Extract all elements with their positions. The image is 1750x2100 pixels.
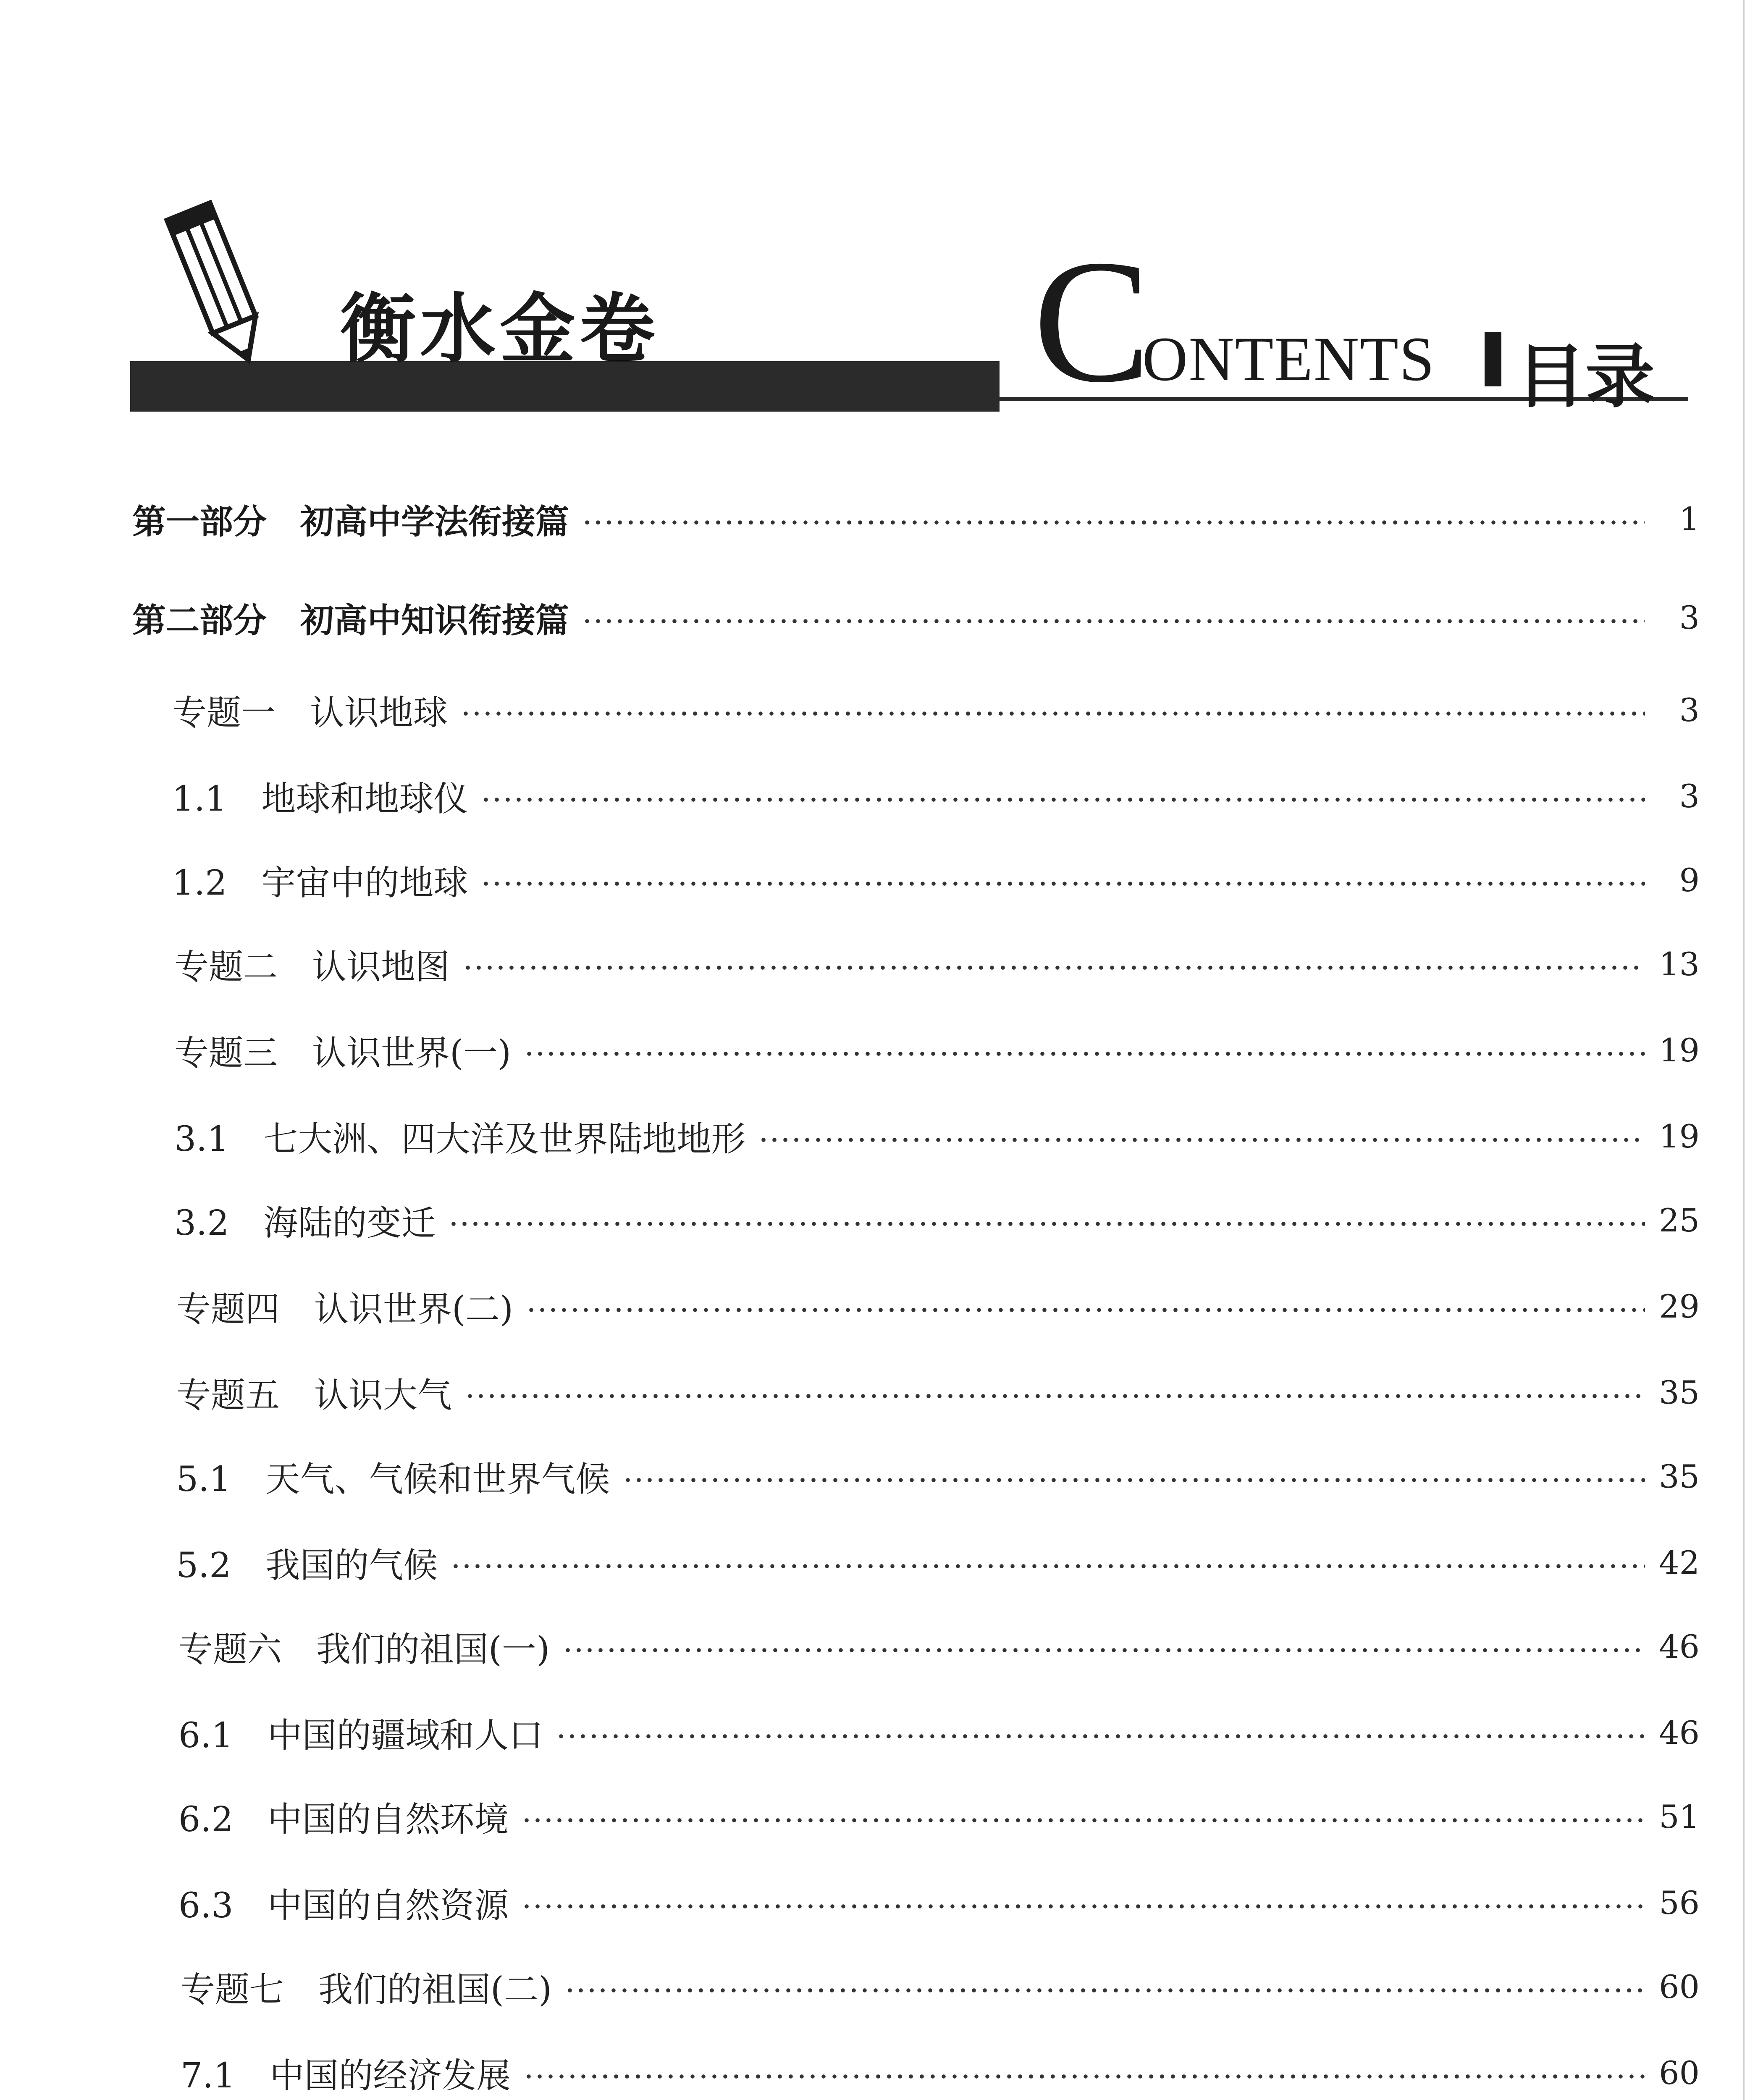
toc-entry-title: 3.2 海陆的变迁 (174, 1203, 436, 1243)
dot-leader (582, 618, 1645, 624)
mulu-title: 目录 (1516, 336, 1655, 417)
toc-entry-title: 1.1 地球和地球仪 (172, 779, 468, 819)
dot-leader (582, 520, 1645, 525)
toc-entry-title: 6.3 中国的自然资源 (178, 1885, 509, 1926)
dot-leader (622, 1477, 1645, 1483)
toc-entry-title: 6.2 中国的自然环境 (178, 1799, 509, 1840)
toc-entry-title: 5.2 我国的气候 (176, 1545, 438, 1586)
toc-entry-title: 专题四 认识世界(二) (176, 1289, 513, 1329)
toc-entry[interactable] (0, 1023, 1750, 1077)
toc-page-number: 46 (1659, 1628, 1700, 1665)
toc-entry-title: 专题七 我们的祖国(二) (181, 1969, 552, 2010)
contents-initial: C (1033, 223, 1151, 419)
toc-page-number: 42 (1659, 1544, 1700, 1581)
dot-leader (524, 1051, 1645, 1057)
toc-entry[interactable] (0, 1619, 1750, 1674)
toc-entry[interactable] (0, 1109, 1750, 1163)
dot-leader (460, 711, 1645, 717)
toc-page-number: 56 (1659, 1884, 1700, 1922)
dot-leader (464, 1393, 1645, 1399)
dot-leader (480, 797, 1645, 803)
dot-leader (450, 1563, 1645, 1569)
toc-entry-title: 专题六 我们的祖国(一) (178, 1629, 550, 1670)
toc-page-number: 3 (1679, 777, 1700, 815)
toc-page-number: 29 (1659, 1287, 1700, 1325)
dot-leader (562, 1647, 1645, 1653)
toc-page-number: 35 (1659, 1457, 1700, 1495)
dot-leader (462, 965, 1645, 971)
dot-leader (758, 1137, 1645, 1143)
toc-entry-title: 第二部分 初高中知识衔接篇 (132, 601, 569, 640)
dot-leader (448, 1221, 1645, 1227)
toc-entry-title: 第一部分 初高中学法衔接篇 (132, 502, 569, 541)
toc-entry[interactable] (0, 1875, 1750, 1930)
dot-leader (480, 881, 1645, 887)
dot-leader (564, 1987, 1645, 1993)
toc-entry[interactable] (0, 1193, 1750, 1247)
toc-page-number: 35 (1659, 1373, 1700, 1411)
brand-title: 衡水金卷 (340, 286, 660, 373)
toc-page-number: 19 (1659, 1117, 1700, 1155)
toc-entry[interactable] (0, 1279, 1750, 1334)
dot-leader (521, 1903, 1645, 1909)
dot-leader (526, 1307, 1645, 1313)
toc-entry-title: 3.1 七大洲、四大洋及世界陆地地形 (174, 1119, 746, 1159)
toc-entry-title: 专题二 认识地图 (174, 947, 450, 987)
toc-page-number: 51 (1659, 1798, 1700, 1835)
toc-entry[interactable] (0, 491, 1750, 546)
toc-page-number: 3 (1679, 691, 1700, 729)
toc-page-number: 60 (1659, 2054, 1700, 2092)
toc-entry-title: 7.1 中国的经济发展 (181, 2055, 511, 2096)
toc-page-number: 13 (1659, 945, 1700, 983)
toc-entry-title: 专题五 认识大气 (176, 1375, 452, 1415)
contents-word: ONTENTS (1142, 324, 1435, 394)
toc-page-number: 1 (1679, 500, 1700, 538)
dot-leader (556, 1733, 1645, 1739)
toc-entry[interactable] (0, 1705, 1750, 1760)
toc-entry-title: 专题三 认识世界(一) (174, 1033, 511, 1073)
toc-entry-title: 5.1 天气、气候和世界气候 (176, 1459, 610, 1499)
toc-entry[interactable] (0, 1959, 1750, 2014)
toc-entry[interactable] (0, 682, 1750, 737)
dot-leader (523, 2074, 1645, 2079)
toc-entry[interactable] (0, 2045, 1750, 2100)
toc-page-number: 3 (1679, 598, 1700, 636)
toc-entry[interactable] (0, 1365, 1750, 1420)
toc-page-number: 46 (1659, 1714, 1700, 1751)
dot-leader (521, 1817, 1645, 1823)
toc-entry[interactable] (0, 769, 1750, 823)
toc-page-number: 60 (1659, 1968, 1700, 2006)
toc-entry-title: 1.2 宇宙中的地球 (172, 863, 468, 903)
toc-entry[interactable] (0, 937, 1750, 991)
toc-entry[interactable] (0, 1789, 1750, 1844)
toc-entry-title: 6.1 中国的疆域和人口 (178, 1715, 543, 1756)
toc-page-number: 9 (1679, 861, 1700, 899)
toc-entry[interactable] (0, 1449, 1750, 1504)
toc-entry[interactable] (0, 1535, 1750, 1590)
toc-entry[interactable] (0, 590, 1750, 645)
toc-page-number: 19 (1659, 1031, 1700, 1069)
toc-entry-title: 专题一 认识地球 (172, 693, 448, 733)
toc-entry[interactable] (0, 853, 1750, 907)
toc-page-number: 25 (1659, 1201, 1700, 1239)
